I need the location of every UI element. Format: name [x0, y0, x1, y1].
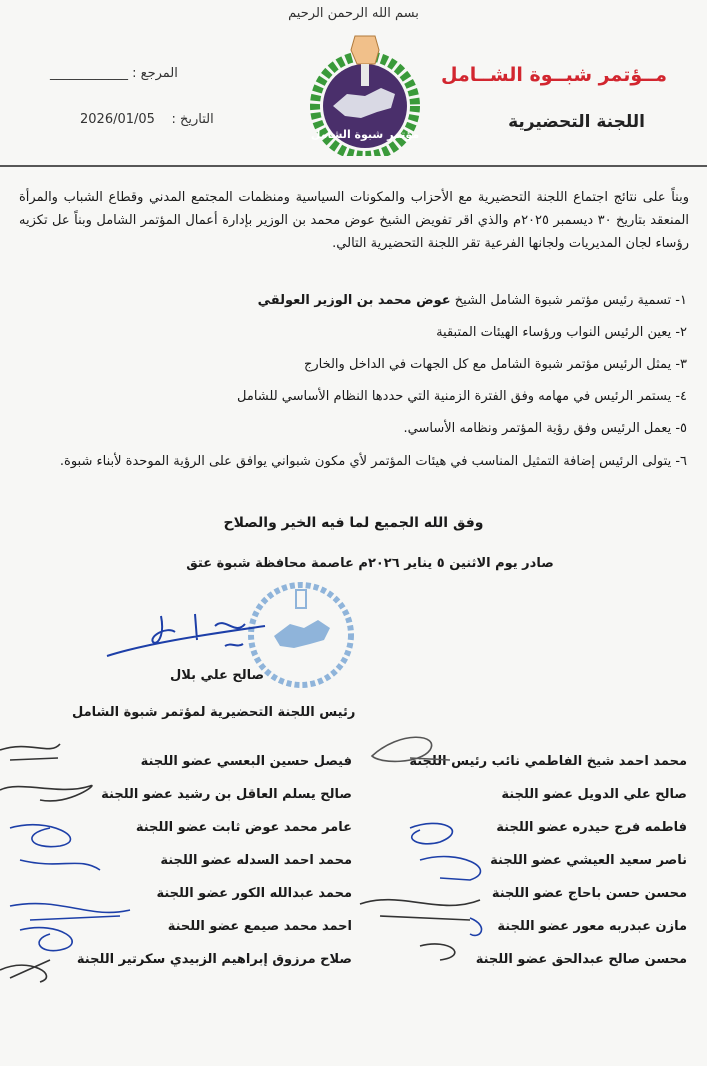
member-left-3: عامر محمد عوض ثابت عضو اللجنة [135, 820, 352, 835]
signature-left-4 [20, 860, 100, 870]
closing-line: وفق الله الجميع لما فيه الخير والصلاح [223, 515, 484, 531]
member-right-6: مازن عبدربه معور عضو اللجنة [497, 919, 687, 934]
member-left-6: احمد محمد صيمع عضو اللحنة [167, 919, 352, 934]
resolution-item-3: ٣- يمثل الرئيس مؤتمر شبوة الشامل مع كل الجهات في الداخل والخارج [303, 357, 687, 372]
committee-title: اللجنة التحضيرية [508, 112, 645, 132]
signature-left-2 [0, 786, 92, 801]
header-divider [0, 165, 707, 167]
signature-left-5 [10, 904, 130, 920]
signature-left-3 [10, 825, 70, 847]
reference-value: ____________ [50, 66, 128, 81]
torch-stem [361, 64, 369, 86]
resolution-item-4: ٤- يستمر الرئيس في مهامه وفق الفترة الزمنية التي حددها النظام الأساسي للشامل [237, 389, 687, 404]
resolution-item-5: ٥- يعمل الرئيس وفق رؤية المؤتمر ونظامه الأساسي. [403, 421, 687, 436]
resolution-1-text: ١- تسمية رئيس مؤتمر شبوة الشامل الشيخ [454, 293, 687, 308]
member-left-1: فيصل حسين البعسي عضو اللجنة [140, 754, 352, 769]
member-right-7: محسن صالح عبدالحق عضو اللجنة [475, 952, 687, 967]
signature-left-6 [20, 928, 72, 951]
resolution-item-1 [17, 290, 687, 322]
chair-title: رئيس اللجنة التحضيرية لمؤتمر شبوة الشامل [72, 705, 356, 720]
resolution-item-6: ٦- يتولى الرئيس إضافة التمثيل المناسب في هيئات المؤتمر لأي مكون شبواني يوافق على الرؤية الموحدة لأبناء شبوة. [59, 454, 687, 469]
date-label: التاريخ : [171, 112, 214, 127]
signature-right-5 [360, 900, 480, 920]
member-right-3: فاطمه فرج حيدره عضو اللجنة [496, 820, 687, 835]
basmala: بسم الله الرحمن الرحيم [288, 6, 419, 21]
member-left-7: صلاح مرزوق إبراهيم الزبيدي سكرتير اللجنة [76, 952, 352, 967]
member-right-5: محسن حسن باحاج عضو اللجنة [491, 886, 687, 901]
conference-logo [295, 28, 435, 156]
member-right-1: محمد احمد شيخ الفاطمي نائب رئيس اللجنة [409, 754, 687, 769]
member-left-5: محمد عبدالله الكور عضو اللجنة [156, 886, 352, 901]
signature-right-1 [372, 737, 450, 761]
intro-paragraph: وبناً على نتائج اجتماع اللجنة التحضيرية مع الأحزاب والمكونات السياسية ومنظمات المجتمع المدني وقطاع الشباب والمرأة المنعقد بتاريخ ٣٠ ديسمبر ٢٠٢٥م والذي اقر تفويض الشيخ عوض محمد بن الوزير بإدارة أعمال المؤتمر الشامل وبناً عل تكزيه رؤساء لجان المديريات ولجانها الفرعية تقر اللجنة التحضيرية التالي. [19, 190, 689, 251]
signature-right-3 [410, 823, 452, 843]
chair-signature [105, 596, 275, 666]
signature-left-7 [0, 960, 50, 982]
org-name: مــؤتمر شبــوة الشــامل [441, 64, 667, 86]
member-left-4: محمد احمد السدله عضو اللجنة [160, 853, 352, 868]
signature-right-4 [420, 857, 480, 880]
reference-line [50, 66, 178, 81]
reference-label: المرجع : [132, 66, 178, 81]
member-left-2: صالح يسلم العاقل بن رشيد عضو اللجنة [101, 787, 352, 802]
issued-line: صادر يوم الاثنين ٥ يناير ٢٠٢٦م عاصمة محافظة شبوة عتق [186, 556, 554, 571]
fist-icon [351, 36, 379, 64]
chair-appointee: عوض محمد بن الوزير العولقي [257, 293, 451, 308]
resolutions-list [17, 290, 687, 482]
date-value: 2026/01/05 [80, 112, 155, 127]
resolution-item-2: ٢- يعين الرئيس النواب ورؤساء الهيئات المتبقية [436, 325, 687, 340]
signature-right-7 [420, 944, 455, 960]
signature-right-6 [470, 918, 482, 935]
logo-text: مؤتمر شبوة الشامل [310, 128, 420, 141]
signature-left-1 [0, 744, 60, 760]
chair-name: صالح علي بلال [170, 668, 265, 683]
member-signatures [0, 720, 707, 990]
member-right-2: صالح علي الدويل عضو اللجنة [501, 787, 687, 802]
member-right-4: ناصر سعيد العيشي عضو اللجنة [490, 853, 687, 868]
date-line [80, 112, 214, 127]
